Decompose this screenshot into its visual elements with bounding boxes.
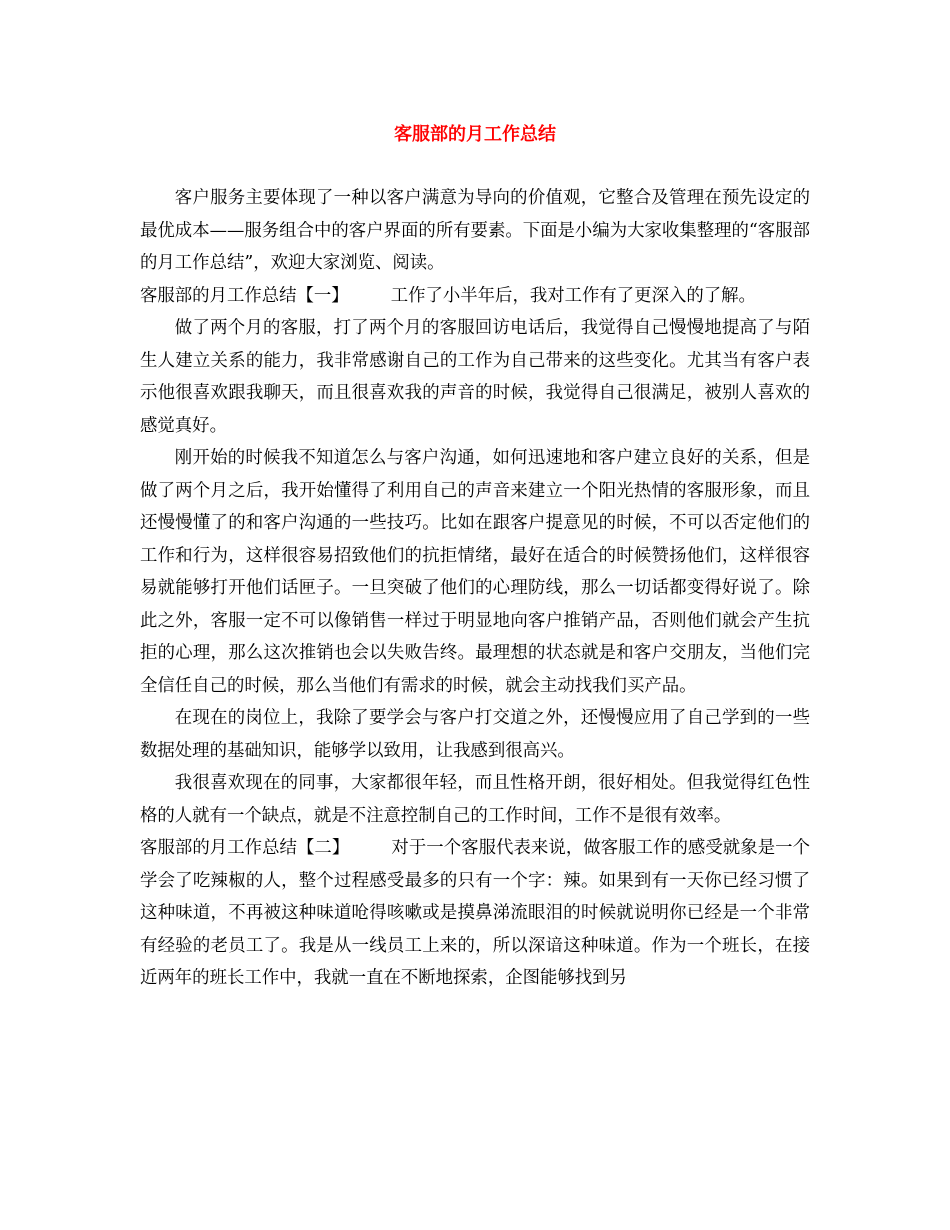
section-one-paragraph bbox=[140, 280, 810, 313]
intro-paragraph: 客户服务主要体现了一种以客户满意为导向的价值观，它整合及管理在预先设定的最优成本——服务组合中的客户界面的所有要素。下面是小编为大家收集整理的“客服部的月工作总结”，欢迎大家浏览、阅读。 bbox=[140, 188, 810, 273]
body-paragraph: 我很喜欢现在的同事，大家都很年轻，而且性格开朗，很好相处。但我觉得红色性格的人就有一个缺点，就是不注意控制自己的工作时间，工作不是很有效率。 bbox=[140, 773, 810, 826]
body-paragraph: 在现在的岗位上，我除了要学会与客户打交道之外，还慢慢应用了自己学到的一些数据处理的基础知识，能够学以致用，让我感到很高兴。 bbox=[140, 708, 810, 761]
section-one-lead: 工作了小半年后，我对工作有了更深入的了解。 bbox=[390, 285, 756, 306]
body-paragraph: 做了两个月的客服，打了两个月的客服回访电话后，我觉得自己慢慢地提高了与陌生人建立关系的能力，我非常感谢自己的工作为自己带来的这些变化。尤其当有客户表示他很喜欢跟我聊天，而且很喜欢我的声音的时候，我觉得自己很满足，被别人喜欢的感觉真好。 bbox=[140, 318, 810, 436]
section-one-heading: 客服部的月工作总结【一】 bbox=[140, 285, 349, 306]
section-two-paragraph bbox=[140, 832, 810, 995]
section-two-lead: 对于一个客服代表来说，做客服工作的感受就象是一个学会了吃辣椒的人，整个过程感受最多的只有一个字：辣。如果到有一天你已经习惯了这种味道，不再被这种味道呛得咳嗽或是摸鼻涕流眼泪的时候就说明你已经是一个非常有经验的老员工了。我是从一线员工上来的，所以深谙这种味道。作为一个班长，在接近两年的班长工作中，我就一直在不断地探索，企图能够找到另 bbox=[140, 838, 810, 988]
document-body bbox=[140, 182, 810, 995]
document-title: 客服部的月工作总结 bbox=[394, 124, 556, 145]
section-two-heading: 客服部的月工作总结【二】 bbox=[140, 838, 350, 858]
body-paragraph: 刚开始的时候我不知道怎么与客户沟通，如何迅速地和客户建立良好的关系，但是做了两个月之后，我开始懂得了利用自己的声音来建立一个阳光热情的客服形象，而且还慢慢懂了的和客户沟通的一些技巧。比如在跟客户提意见的时候，不可以否定他们的工作和行为，这样很容易招致他们的抗拒情绪，最好在适合的时候赞扬他们，这样很容易就能够打开他们话匣子。一旦突破了他们的心理防线，那么一切话都变得好说了。除此之外，客服一定不可以像销售一样过于明显地向客户推销产品，否则他们就会产生抗拒的心理，那么这次推销也会以失败告终。最理想的状态就是和客户交朋友，当他们完全信任自己的时候，那么当他们有需求的时候，就会主动找我们买产品。 bbox=[140, 448, 810, 696]
